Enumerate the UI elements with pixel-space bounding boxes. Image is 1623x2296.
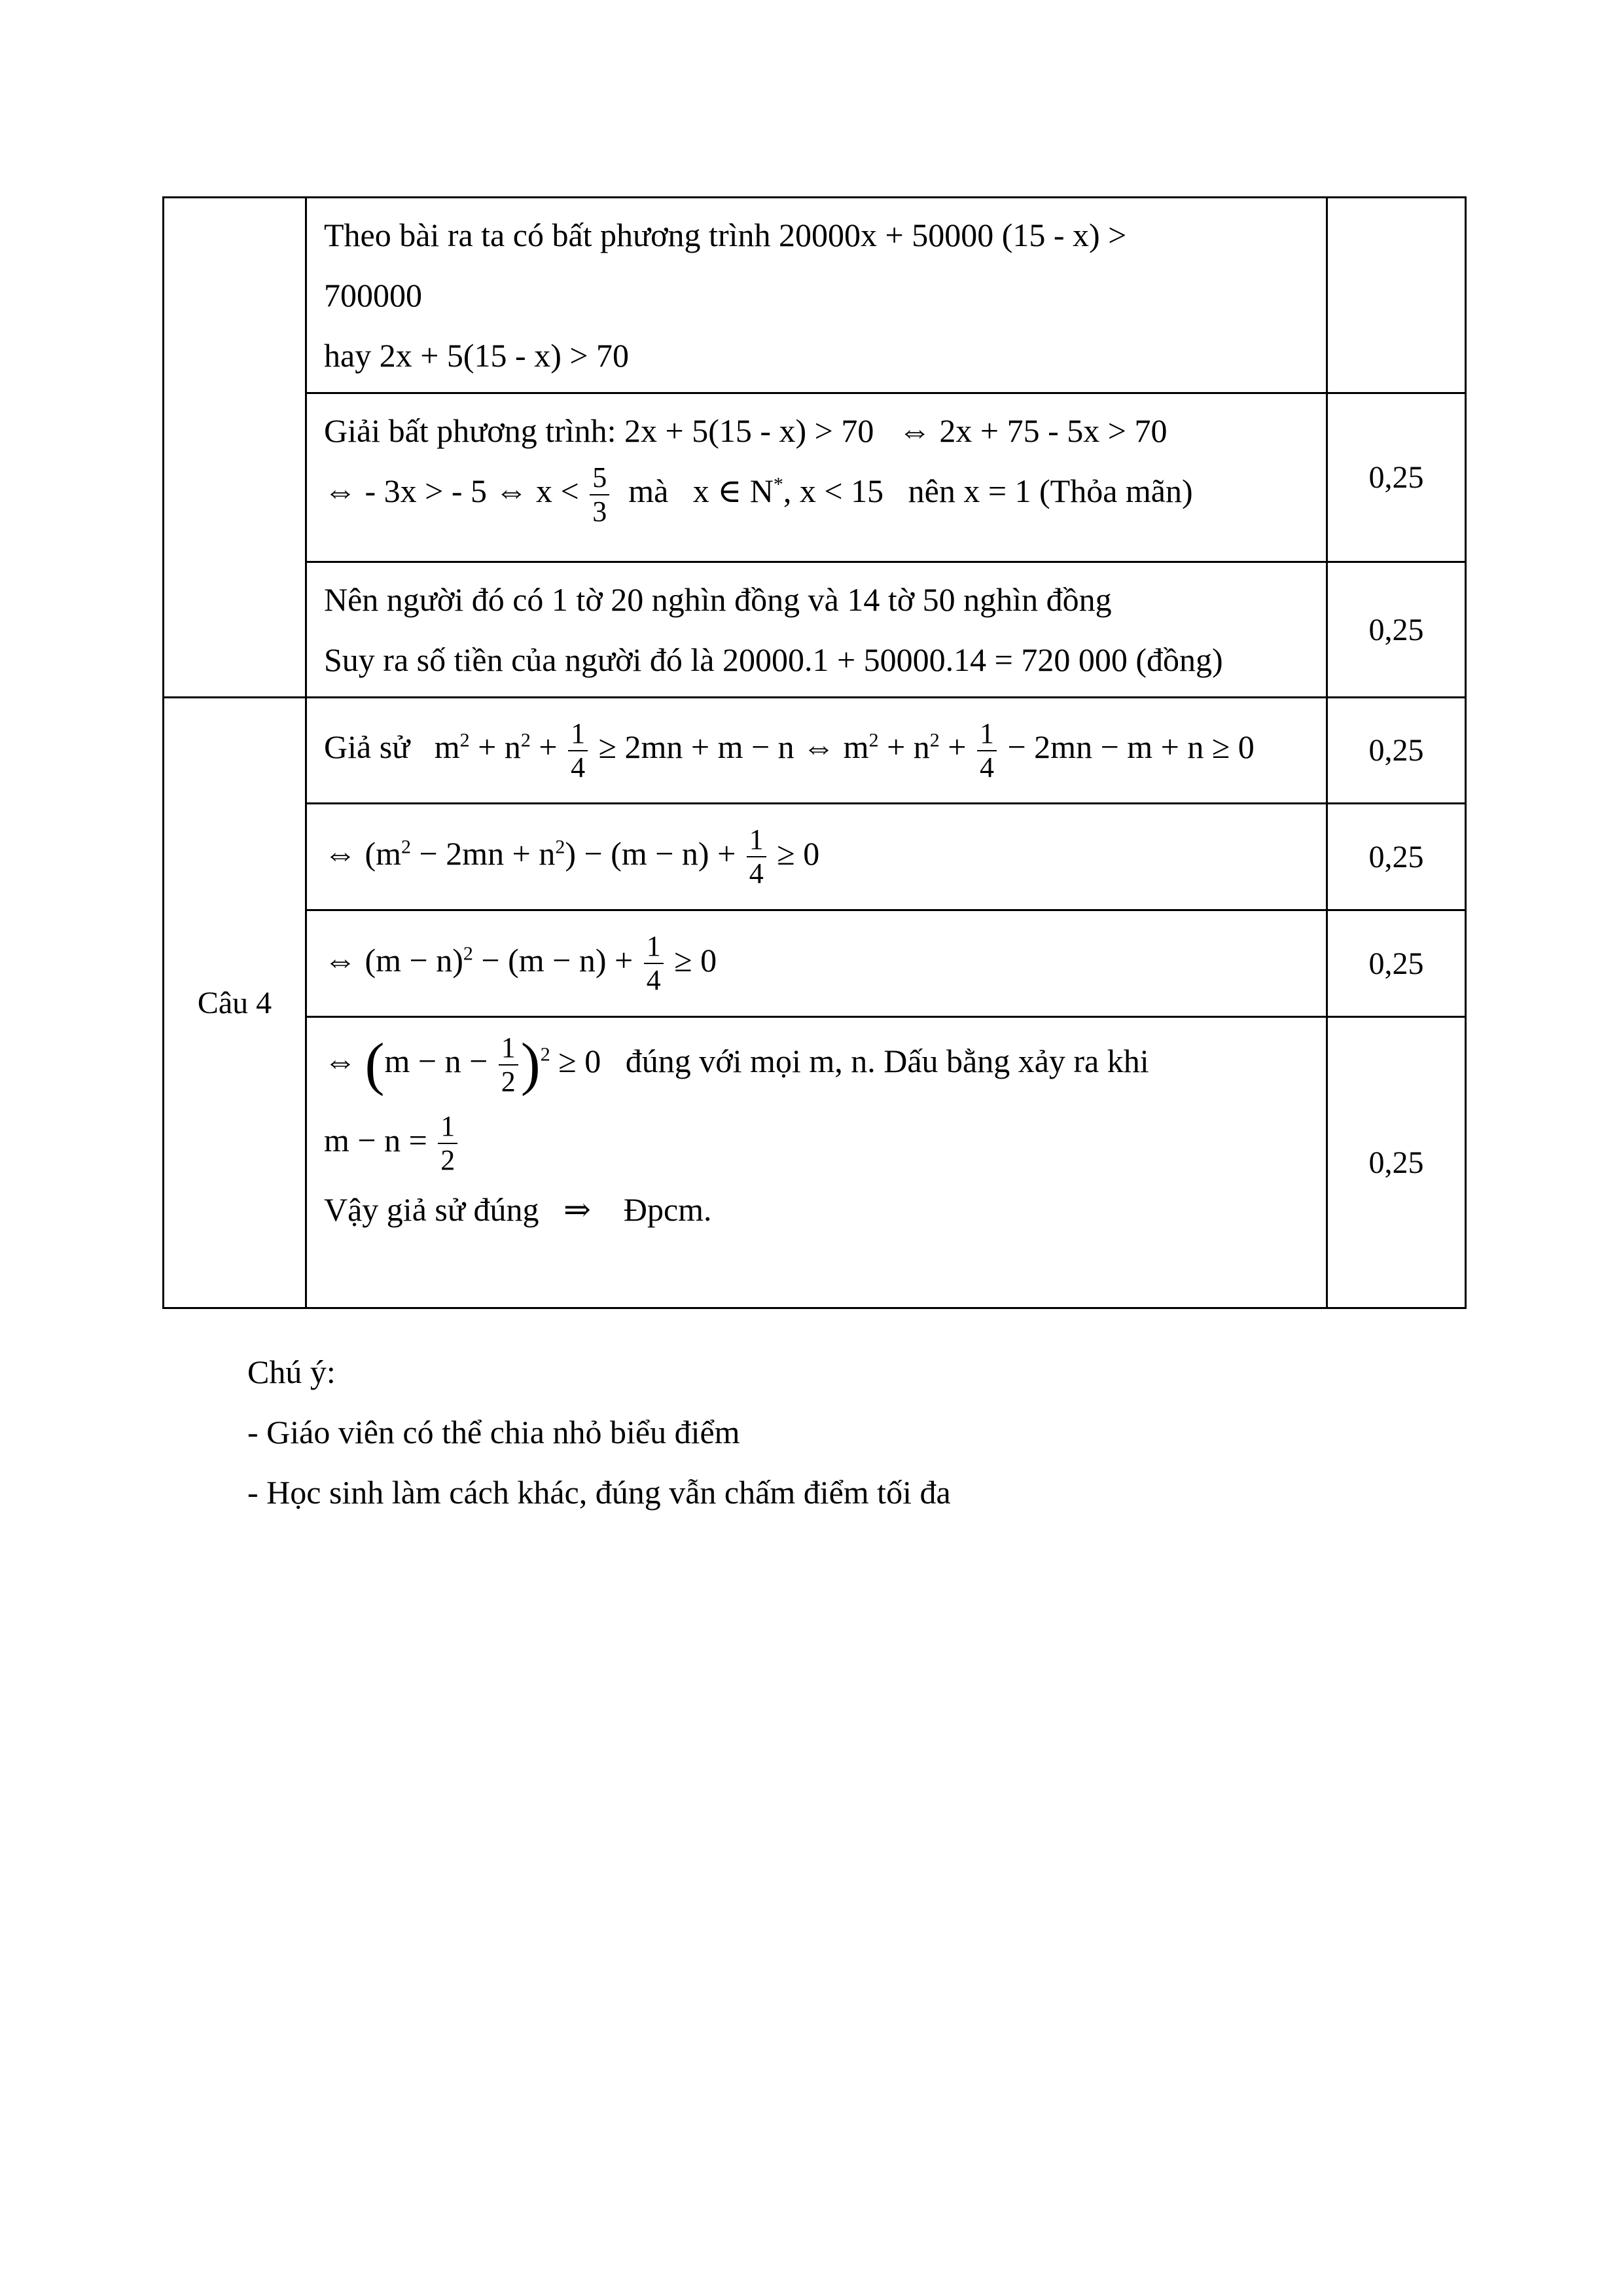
table-row: [164, 1017, 1466, 1308]
equation-text: ⇔ - 3x > - 5 ⇔ x <: [324, 473, 579, 509]
equation-text: ⇔ 2x + 75 - 5x > 70: [898, 412, 1168, 449]
superscript: 2: [555, 836, 565, 858]
equation-text: x ∈ N: [692, 473, 774, 509]
fraction-denominator: 4: [571, 751, 586, 783]
score-cell: [1327, 198, 1466, 393]
score-cell: 0,25: [1327, 393, 1466, 562]
answer-cell: [306, 698, 1327, 804]
fraction-numerator: 1: [747, 823, 766, 857]
fraction: [747, 823, 766, 890]
equation-text: Giải bất phương trình: 2x + 5(15 - x) > 70: [324, 412, 874, 449]
equation-text: , x < 15: [783, 473, 884, 509]
fraction-numerator: 1: [499, 1031, 518, 1066]
equation-text: ≥ 0: [674, 941, 717, 978]
answer-line: [324, 1107, 1326, 1177]
equation-text: Giả sử: [324, 728, 410, 766]
equation-text: − (m − n) +: [473, 941, 633, 978]
answer-cell: [306, 804, 1327, 910]
table-row: [164, 698, 1466, 804]
equation-text: ⇔: [324, 1043, 357, 1079]
equation-text: ≥ 0: [777, 834, 820, 872]
grading-table: [162, 196, 1467, 1309]
equation-text: ≥ 0: [558, 1043, 601, 1079]
question-label: Câu 4: [164, 698, 306, 1308]
answer-line: Theo bài ra ta có bất phương trình 20000x + 50000 (15 - x) >: [324, 217, 1127, 253]
answer-line: [324, 1028, 1326, 1098]
equation-text: m − n =: [324, 1121, 427, 1158]
equation-text: − 2mn − m + n ≥ 0: [1007, 728, 1255, 766]
fraction-denominator: 2: [501, 1065, 516, 1098]
answer-line: Suy ra số tiền của người đó là 20000.1 + 50000.14 = 720 000 (đồng): [324, 641, 1223, 678]
fraction-numerator: 1: [644, 930, 664, 964]
answer-cell: [306, 910, 1327, 1017]
implies-arrow: ⇒: [563, 1191, 591, 1229]
notes-section: [247, 1342, 951, 1522]
notes-title: Chú ý:: [247, 1354, 336, 1390]
superscript: 2: [520, 729, 531, 751]
answer-cell: [306, 1017, 1327, 1308]
right-paren: ): [520, 1031, 541, 1097]
table-row: [164, 804, 1466, 910]
fraction: [568, 717, 588, 784]
equation-text: ≥ 2mn + m − n ⇔ m: [598, 728, 869, 766]
notes-item: - Giáo viên có thể chia nhỏ biểu điểm: [247, 1414, 740, 1450]
superscript: 2: [463, 942, 473, 965]
equation-text: Vậy giả sử đúng: [324, 1191, 539, 1229]
equation-text: + n: [878, 728, 930, 766]
table-row: [164, 562, 1466, 698]
superscript: 2: [540, 1043, 550, 1066]
fraction: [438, 1110, 457, 1177]
answer-line: [324, 823, 1326, 891]
equation-text: m: [434, 728, 460, 766]
fraction-numerator: 1: [438, 1110, 457, 1144]
equation-text: ) − (m − n) +: [565, 834, 736, 872]
answer-line: 700000: [324, 277, 422, 314]
answer-cell: [306, 198, 1327, 393]
answer-cell: [306, 562, 1327, 698]
answer-line: [324, 461, 1326, 528]
fraction-denominator: 2: [440, 1144, 455, 1177]
equation-text: m − n −: [384, 1043, 488, 1079]
score-cell: 0,25: [1327, 910, 1466, 1017]
equation-text: + n: [469, 728, 521, 766]
question-cell-empty: [164, 198, 306, 698]
equation-text: ⇔ (m − n): [324, 941, 463, 978]
fraction: [644, 930, 664, 997]
fraction-numerator: 1: [568, 717, 588, 751]
answer-cell: [306, 393, 1327, 562]
fraction: [499, 1031, 518, 1098]
equation-text: nên x = 1 (Thỏa mãn): [908, 473, 1193, 509]
score-cell: 0,25: [1327, 562, 1466, 698]
fraction-numerator: 5: [590, 461, 609, 495]
superscript: *: [773, 473, 783, 495]
fraction-denominator: 4: [646, 964, 661, 997]
fraction: [590, 461, 609, 528]
equation-text: +: [939, 728, 967, 766]
table-row: [164, 198, 1466, 393]
answer-line: Nên người đó có 1 tờ 20 nghìn đồng và 14 tờ 50 nghìn đồng: [324, 581, 1112, 618]
fraction: [977, 717, 997, 784]
score-cell: 0,25: [1327, 804, 1466, 910]
score-cell: 0,25: [1327, 698, 1466, 804]
answer-line: hay 2x + 5(15 - x) > 70: [324, 337, 630, 374]
answer-line: [324, 401, 1326, 461]
equation-text: đúng với mọi m, n. Dấu bằng xảy ra khi: [625, 1043, 1149, 1079]
table-row: [164, 393, 1466, 562]
equation-text: mà: [628, 473, 669, 509]
superscript: 2: [401, 836, 412, 858]
superscript: 2: [929, 729, 940, 751]
fraction-denominator: 4: [979, 751, 994, 783]
answer-line: [324, 1177, 1326, 1242]
equation-text: +: [530, 728, 558, 766]
answer-line: [324, 930, 1326, 997]
fraction-denominator: 4: [749, 857, 764, 890]
answer-line: [324, 717, 1326, 784]
superscript: 2: [459, 729, 470, 751]
equation-text: Đpcm.: [623, 1191, 712, 1229]
table-row: [164, 910, 1466, 1017]
notes-item: - Học sinh làm cách khác, đúng vẫn chấm điểm tối đa: [247, 1474, 951, 1511]
fraction-denominator: 3: [592, 495, 607, 528]
fraction-numerator: 1: [977, 717, 997, 751]
left-paren: (: [365, 1031, 385, 1097]
score-cell: 0,25: [1327, 1017, 1466, 1308]
equation-text: − 2mn + n: [411, 834, 556, 872]
equation-text: ⇔ (m: [324, 834, 402, 872]
superscript: 2: [868, 729, 879, 751]
